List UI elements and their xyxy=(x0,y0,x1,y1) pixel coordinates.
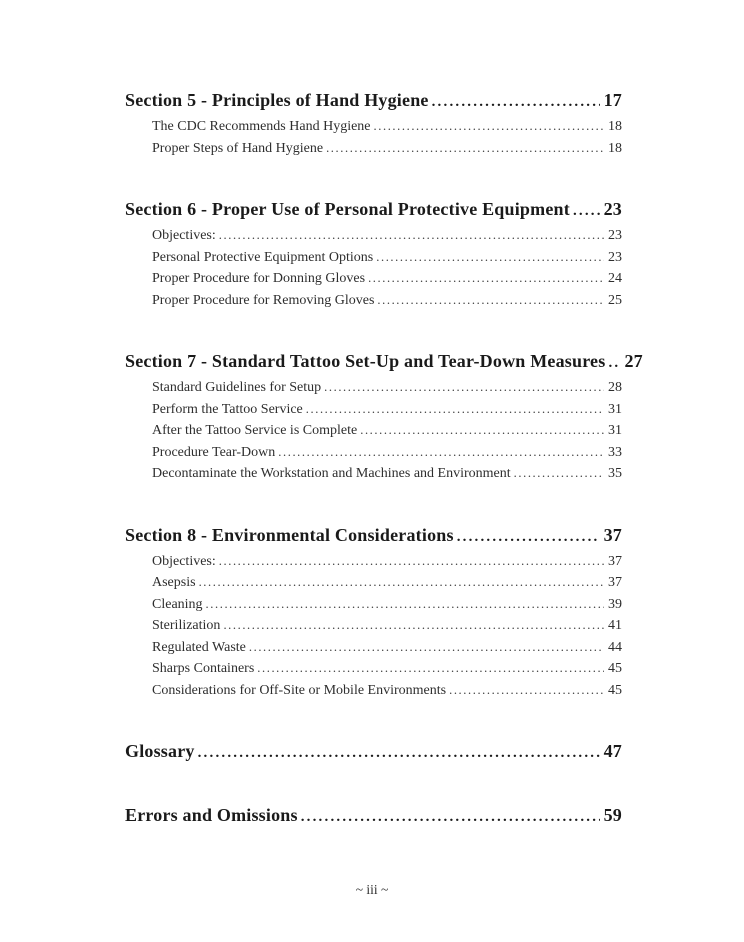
dot-leader xyxy=(374,116,604,138)
dot-leader xyxy=(278,442,604,464)
dot-leader xyxy=(257,658,604,680)
toc-entry-page-number: 31 xyxy=(608,423,622,438)
toc-entry xyxy=(152,680,622,702)
dot-leader xyxy=(326,138,604,160)
toc-section-title: Errors and Omissions xyxy=(125,805,298,825)
toc-entry-label: Standard Guidelines for Setup xyxy=(152,380,322,395)
toc-entry xyxy=(152,572,622,594)
toc-entry xyxy=(152,225,622,247)
toc-section-title: Section 7 - Standard Tattoo Set-Up and Tear-Down Measures xyxy=(125,351,606,371)
toc-entry-page-number: 23 xyxy=(608,228,622,243)
toc-section-title: Section 8 - Environmental Considerations xyxy=(125,524,454,545)
toc-entry-label: Regulated Waste xyxy=(152,639,246,655)
toc-entry xyxy=(152,637,622,659)
toc-entry-page-number: 23 xyxy=(608,249,622,265)
toc-entry-page-number: 45 xyxy=(608,682,622,698)
dot-leader xyxy=(219,551,604,573)
table-of-contents xyxy=(125,88,643,867)
dot-leader xyxy=(198,741,600,765)
toc-entry xyxy=(152,658,622,680)
toc-entry xyxy=(152,594,622,616)
toc-entry xyxy=(152,442,622,464)
toc-section-page-number: 23 xyxy=(603,199,622,219)
toc-entry-page-number: 37 xyxy=(608,553,622,569)
dot-leader xyxy=(368,268,604,290)
toc-entry-page-number: 33 xyxy=(608,444,622,460)
toc-section xyxy=(125,803,622,829)
page-footer xyxy=(0,882,744,898)
toc-section-title: Glossary xyxy=(125,741,195,761)
dot-leader xyxy=(449,680,604,702)
toc-entry xyxy=(152,247,622,269)
dot-leader xyxy=(306,399,604,421)
toc-section xyxy=(125,739,622,765)
toc-entry-page-number: 44 xyxy=(608,639,622,655)
toc-entry-label: Proper Steps of Hand Hygiene xyxy=(152,140,324,156)
toc-entry xyxy=(152,551,622,573)
toc-section-page-number: 27 xyxy=(624,351,643,371)
toc-entry-label: Asepsis xyxy=(152,575,196,590)
toc-entry-label: The CDC Recommends Hand Hygiene xyxy=(152,119,371,134)
toc-section-heading xyxy=(125,349,643,375)
toc-entry-label: Considerations for Off-Site or Mobile Environments xyxy=(152,682,447,698)
dot-leader xyxy=(432,90,600,114)
page-number: ~ iii ~ xyxy=(355,882,389,897)
toc-entry-label: Sharps Containers xyxy=(152,661,255,676)
toc-entry-label: Cleaning xyxy=(152,596,203,612)
dot-leader xyxy=(377,290,604,312)
dot-leader xyxy=(573,199,600,223)
toc-entry-page-number: 41 xyxy=(608,618,622,633)
toc-entry-page-number: 18 xyxy=(608,119,622,134)
toc-section-page-number: 47 xyxy=(603,741,622,761)
toc-section-heading xyxy=(125,739,622,765)
toc-entry-page-number: 35 xyxy=(608,466,622,481)
dot-leader xyxy=(360,420,604,442)
toc-entry xyxy=(152,399,622,421)
toc-entry-label: Proper Procedure for Donning Gloves xyxy=(152,271,366,286)
toc-section-page-number: 59 xyxy=(603,805,622,825)
toc-entry xyxy=(152,463,622,485)
toc-entry-label: Decontaminate the Workstation and Machines and Environment xyxy=(152,466,511,481)
toc-entry-label: After the Tattoo Service is Complete xyxy=(152,423,358,438)
toc-section-heading xyxy=(125,523,622,549)
toc-entry xyxy=(152,615,622,637)
toc-entry-page-number: 37 xyxy=(608,575,622,590)
toc-entry-label: Procedure Tear-Down xyxy=(152,444,276,460)
dot-leader xyxy=(608,351,620,375)
toc-entry-label: Objectives: xyxy=(152,553,216,569)
dot-leader xyxy=(457,525,600,549)
toc-entry xyxy=(152,268,622,290)
toc-entry xyxy=(152,138,622,160)
toc-section-heading xyxy=(125,803,622,829)
dot-leader xyxy=(249,637,604,659)
toc-entry-page-number: 24 xyxy=(608,271,622,286)
toc-entry-page-number: 28 xyxy=(608,380,622,395)
toc-entry-label: Proper Procedure for Removing Gloves xyxy=(152,292,375,308)
dot-leader xyxy=(301,805,600,829)
toc-section xyxy=(125,197,622,311)
toc-entry-page-number: 45 xyxy=(608,661,622,676)
toc-entry xyxy=(152,377,622,399)
toc-entry-page-number: 25 xyxy=(608,292,622,308)
toc-entry-label: Perform the Tattoo Service xyxy=(152,401,303,417)
toc-section-title: Section 6 - Proper Use of Personal Protective Equipment xyxy=(125,199,570,219)
dot-leader xyxy=(219,225,604,247)
toc-section-heading xyxy=(125,197,622,223)
toc-entry-label: Sterilization xyxy=(152,618,221,633)
dot-leader xyxy=(514,463,604,485)
dot-leader xyxy=(199,572,604,594)
toc-entry-label: Personal Protective Equipment Options xyxy=(152,249,374,265)
dot-leader xyxy=(206,594,604,616)
toc-entry-label: Objectives: xyxy=(152,228,216,243)
dot-leader xyxy=(223,615,604,637)
toc-entry-page-number: 39 xyxy=(608,596,622,612)
dot-leader xyxy=(376,247,604,269)
toc-entry xyxy=(152,290,622,312)
toc-entry-page-number: 31 xyxy=(608,401,622,417)
toc-section xyxy=(125,523,622,702)
dot-leader xyxy=(324,377,604,399)
toc-section xyxy=(125,88,622,159)
toc-section-page-number: 37 xyxy=(603,524,622,545)
toc-section xyxy=(125,349,643,485)
toc-entry-page-number: 18 xyxy=(608,140,622,156)
toc-section-page-number: 17 xyxy=(603,90,622,110)
toc-section-title: Section 5 - Principles of Hand Hygiene xyxy=(125,90,429,110)
toc-entry xyxy=(152,420,622,442)
toc-section-heading xyxy=(125,88,622,114)
toc-entry xyxy=(152,116,622,138)
